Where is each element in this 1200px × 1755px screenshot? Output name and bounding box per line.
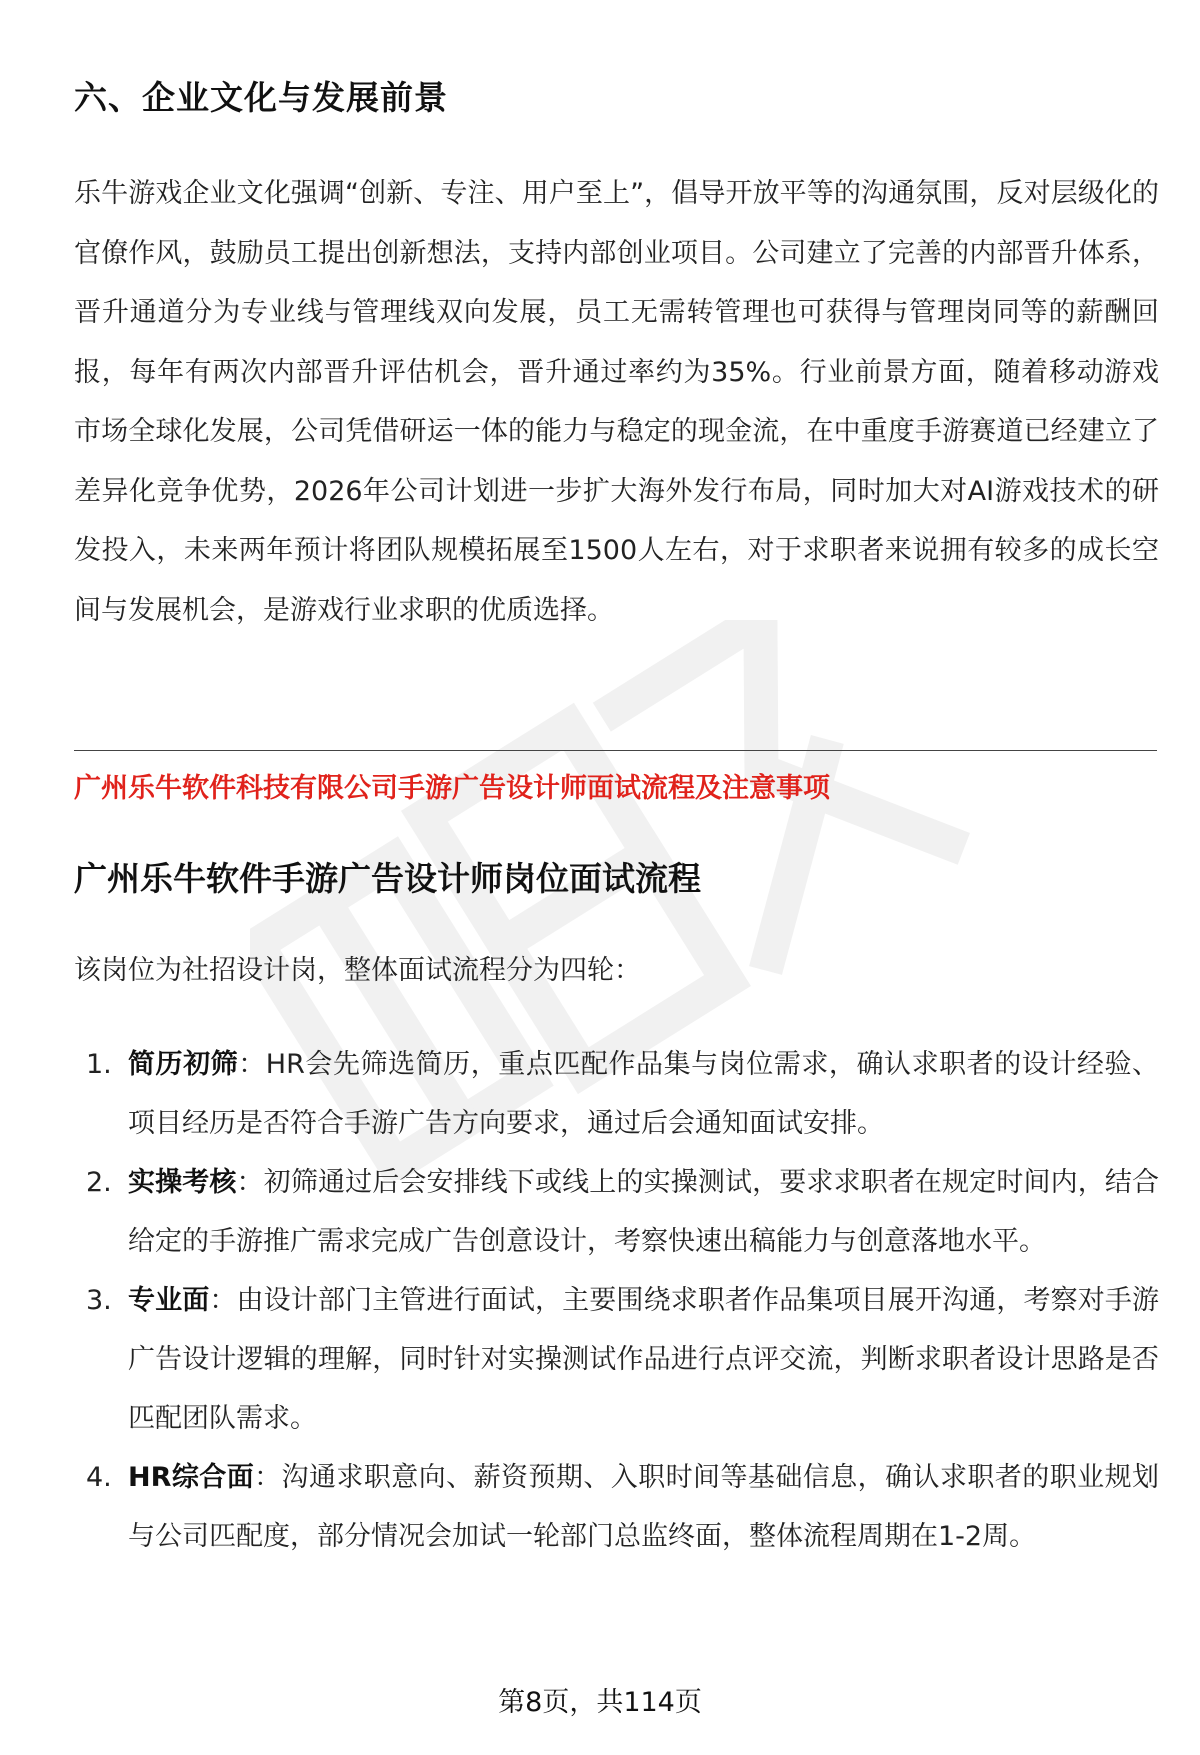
red-article-title: 广州乐牛软件科技有限公司手游广告设计师面试流程及注意事项	[74, 773, 830, 804]
step-number: 1.	[86, 1049, 112, 1080]
step-label: 专业面	[128, 1285, 210, 1316]
intro-text: 该岗位为社招设计岗，整体面试流程分为四轮：	[74, 955, 641, 986]
step-label: 简历初筛	[128, 1049, 239, 1080]
step-label: 实操考核	[128, 1167, 237, 1198]
step-text: ：由设计部门主管进行面试，主要围绕求职者作品集项目展开沟通，考察对手游广告设计逻辑的理解，同时针对实操测试作品进行点评交流，判断求职者设计思路是否匹配团队需求。	[128, 1285, 1159, 1434]
step-number: 3.	[86, 1285, 112, 1316]
step-label: HR综合面	[128, 1462, 255, 1493]
page-footer: 第8页，共114页	[498, 1687, 702, 1718]
interview-steps-list	[74, 1035, 1159, 1566]
list-item	[74, 1271, 1159, 1448]
culture-paragraph: 乐牛游戏企业文化强调“创新、专注、用户至上”，倡导开放平等的沟通氛围，反对层级化的官僚作风，鼓励员工提出创新想法，支持内部创业项目。公司建立了完善的内部晋升体系，晋升通道分为专业线与管理线双向发展，员工无需转管理也可获得与管理岗同等的薪酬回报，每年有两次内部晋升评估机会，晋升通过率约为35%。行业前景方面，随着移动游戏市场全球化发展，公司凭借研运一体的能力与稳定的现金流，在中重度手游赛道已经建立了差异化竞争优势，2026年公司计划进一步扩大海外发行布局，同时加大对AI游戏技术的研发投入，未来两年预计将团队规模拓展至1500人左右，对于求职者来说拥有较多的成长空间与发展机会，是游戏行业求职的优质选择。	[74, 178, 1159, 626]
step-number: 4.	[86, 1462, 112, 1493]
sub-heading: 广州乐牛软件手游广告设计师岗位面试流程	[74, 859, 701, 898]
section-divider	[74, 750, 1157, 751]
list-item	[74, 1448, 1159, 1566]
step-text: ：HR会先筛选简历，重点匹配作品集与岗位需求，确认求职者的设计经验、项目经历是否符合手游广告方向要求，通过后会通知面试安排。	[128, 1049, 1160, 1139]
list-item	[74, 1035, 1159, 1153]
step-text: ：初筛通过后会安排线下或线上的实操测试，要求求职者在规定时间内，结合给定的手游推广需求完成广告创意设计，考察快速出稿能力与创意落地水平。	[128, 1167, 1160, 1257]
step-number: 2.	[86, 1167, 112, 1198]
step-text: ：沟通求职意向、薪资预期、入职时间等基础信息，确认求职者的职业规划与公司匹配度，部分情况会加试一轮部门总监终面，整体流程周期在1-2周。	[128, 1462, 1159, 1552]
list-item	[74, 1153, 1159, 1271]
section-heading: 六、企业文化与发展前景	[74, 78, 448, 117]
